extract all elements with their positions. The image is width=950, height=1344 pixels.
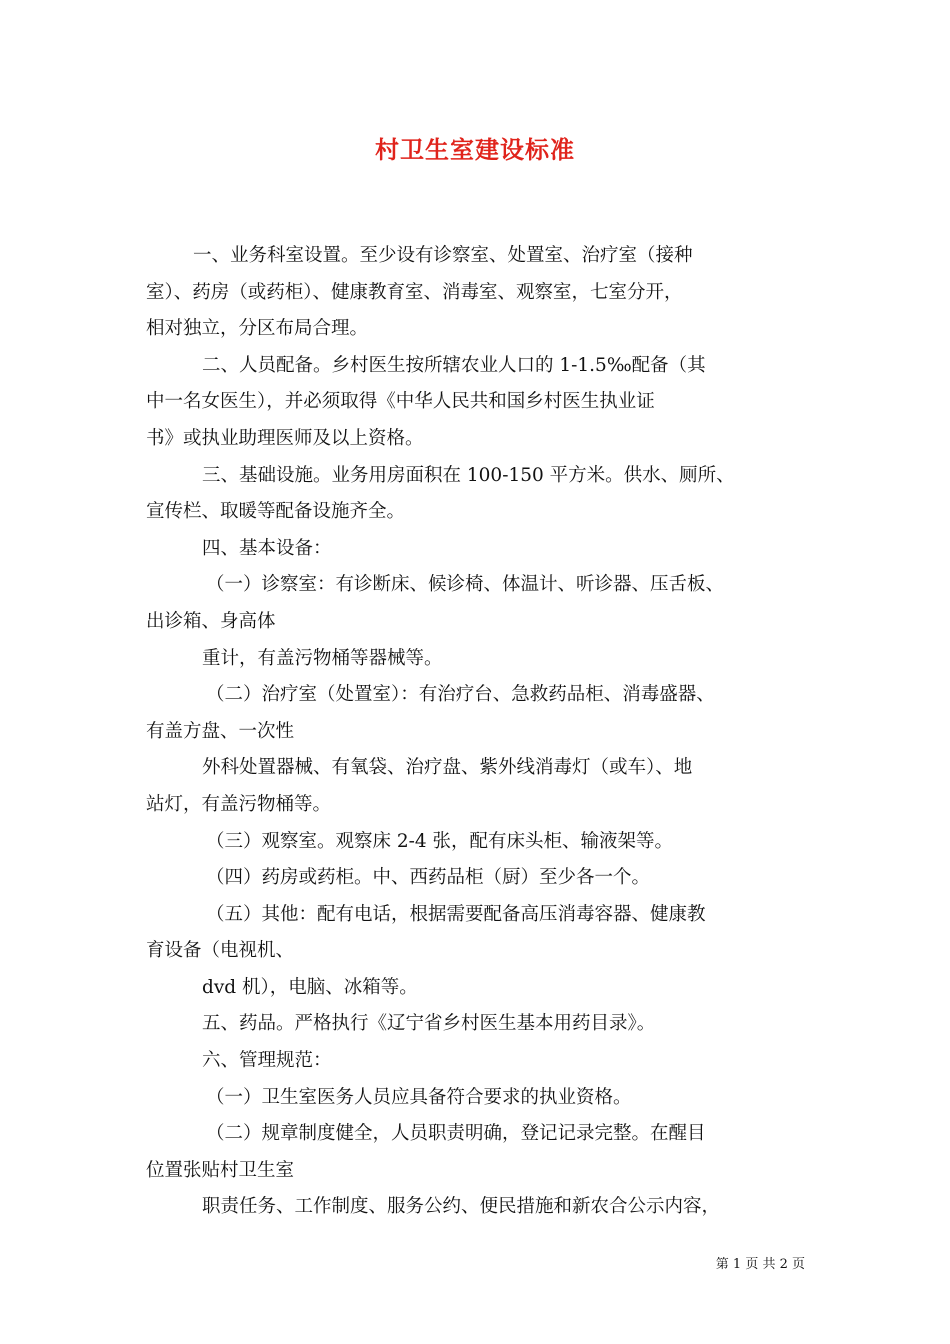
text-line: 室）、药房（或药柜）、健康教育室、消毒室、观察室，七室分开， bbox=[146, 281, 683, 303]
text-line: 相对独立，分区布局合理。 bbox=[146, 318, 369, 340]
text-line: 位置张贴村卫生室 bbox=[146, 1159, 295, 1181]
text-line: （四）药房或药柜。中、西药品柜（厨）至少各一个。 bbox=[206, 867, 651, 889]
text-line: 中一名女医生），并必须取得《中华人民共和国乡村医生执业证 bbox=[146, 391, 655, 413]
text-line: 一、业务科室设置。至少设有诊察室、处置室、治疗室（接种 bbox=[193, 245, 693, 266]
text-line: 职责任务、工作制度、服务公约、便民措施和新农合公示内容， bbox=[202, 1196, 721, 1218]
text-line: 出诊箱、身高体 bbox=[146, 610, 276, 632]
text-line: （一）卫生室医务人员应具备符合要求的执业资格。 bbox=[206, 1086, 632, 1108]
text-line: （二）治疗室（处置室）：有治疗台、急救药品柜、消毒盛器、 bbox=[206, 684, 715, 706]
text-line: 有盖方盘、一次性 bbox=[146, 720, 295, 742]
text-line: 三、基础设施。业务用房面积在 100-150 平方米。供水、厕所、 bbox=[202, 464, 735, 486]
text-line: 五、药品。严格执行《辽宁省乡村医生基本用药目录》。 bbox=[202, 1013, 656, 1035]
text-line: （一）诊察室：有诊断床、候诊椅、体温计、听诊器、压舌板、 bbox=[206, 574, 725, 596]
text-line: 书》或执业助理医师及以上资格。 bbox=[146, 427, 424, 449]
document-body bbox=[146, 238, 826, 1226]
text-line: （二）规章制度健全，人员职责明确，登记记录完整。在醒目 bbox=[206, 1123, 706, 1145]
page-number: 第 1 页 共 2 页 bbox=[715, 1257, 805, 1272]
text-line: dvd 机），电脑、冰箱等。 bbox=[202, 976, 418, 998]
text-line: 二、人员配备。乡村医生按所辖农业人口的 1-1.5‰配备（其 bbox=[202, 354, 706, 376]
text-line: 重计，有盖污物桶等器械等。 bbox=[202, 647, 443, 669]
text-line: （五）其他：配有电话，根据需要配备高压消毒容器、健康教 bbox=[206, 903, 706, 925]
text-line: 外科处置器械、有氧袋、治疗盘、紫外线消毒灯（或车）、地 bbox=[202, 757, 693, 779]
document-title: 村卫生室建设标准 bbox=[375, 135, 575, 164]
text-line: 四、基本设备： bbox=[202, 537, 332, 559]
text-line: 育设备（电视机、 bbox=[146, 940, 295, 962]
text-line: 六、管理规范： bbox=[202, 1050, 332, 1072]
text-line: 宣传栏、取暖等配备设施齐全。 bbox=[146, 501, 406, 523]
text-line: （三）观察室。观察床 2-4 张，配有床头柜、输液架等。 bbox=[206, 830, 674, 852]
text-line: 站灯，有盖污物桶等。 bbox=[146, 793, 332, 815]
